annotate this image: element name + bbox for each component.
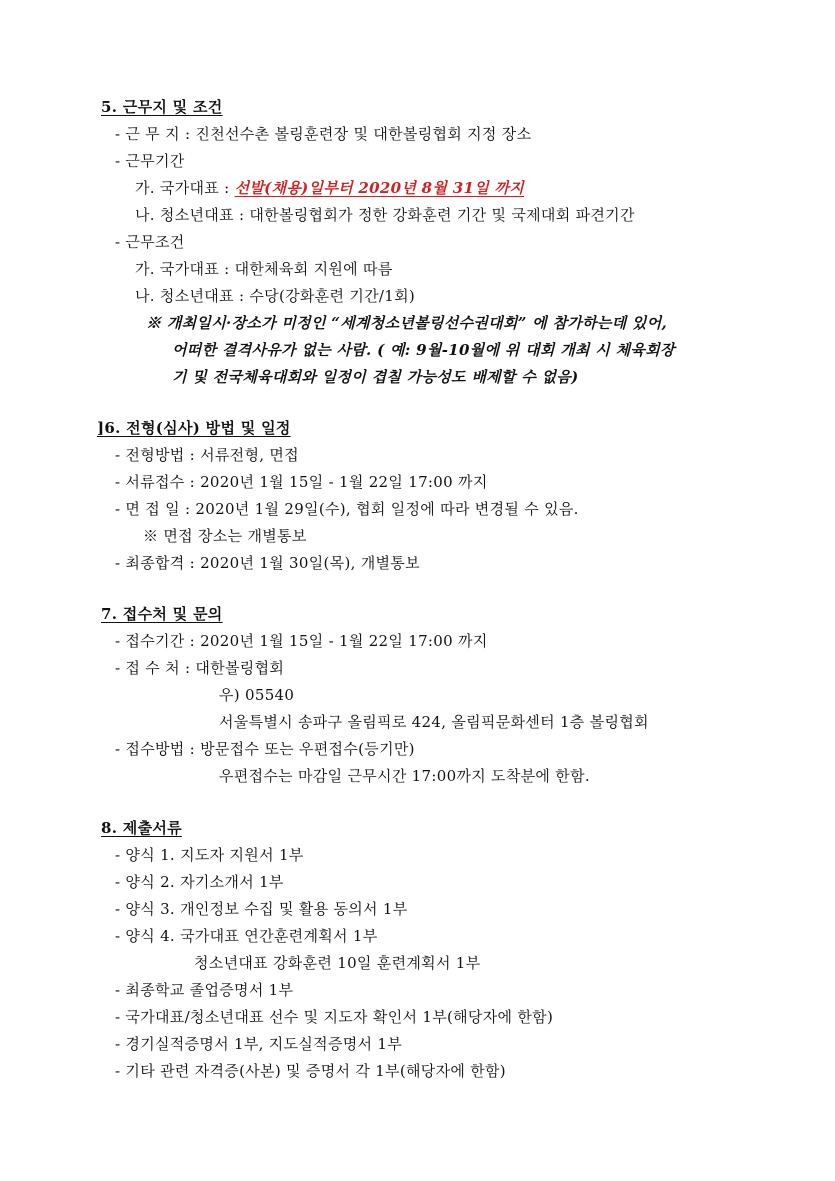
s6-method: - 전형방법 : 서류전형, 면접: [115, 446, 299, 464]
s6-interview-date: - 면 접 일 : 2020년 1월 29일(수), 협회 일정에 따라 변경될 수 있음.: [115, 500, 579, 518]
s5-conditions-national: 가. 국가대표 : 대한체육회 지원에 따름: [135, 260, 393, 278]
s8-doc-2: - 양식 2. 자기소개서 1부: [115, 873, 284, 891]
s5-workplace: - 근 무 지 : 진천선수촌 볼링훈련장 및 대한볼링협회 지정 장소: [115, 125, 532, 143]
s8-doc-graduation: - 최종학교 졸업증명서 1부: [115, 981, 294, 999]
section-6-heading: ]6. 전형(심사) 방법 및 일정: [97, 419, 291, 437]
s7-method: - 접수방법 : 방문접수 또는 우편접수(등기만): [115, 740, 415, 758]
s7-period: - 접수기간 : 2020년 1월 15일 - 1월 22일 17:00 까지: [115, 632, 488, 650]
s5-period-national-highlight: 선발(채용)일부터 2020년 8월 31일 까지: [234, 179, 525, 197]
s5-period-national: [135, 178, 524, 198]
section-5-heading: 5. 근무지 및 조건: [101, 98, 223, 116]
s8-doc-records: - 경기실적증명서 1부, 지도실적증명서 1부: [115, 1035, 403, 1053]
s6-interview-note: ※ 면접 장소는 개별통보: [143, 527, 307, 545]
s8-doc-certificates: - 기타 관련 자격증(사본) 및 증명서 각 1부(해당자에 한함): [115, 1062, 506, 1080]
s8-doc-4-youth: 청소년대표 강화훈련 10일 훈련계획서 1부: [194, 954, 481, 972]
s5-period-label: - 근무기간: [115, 152, 185, 170]
s6-final-result: - 최종합격 : 2020년 1월 30일(목), 개별통보: [115, 554, 420, 572]
s8-doc-confirmation: - 국가대표/청소년대표 선수 및 지도자 확인서 1부(해당자에 한함): [115, 1008, 554, 1026]
s6-document-submission: - 서류접수 : 2020년 1월 15일 - 1월 22일 17:00 까지: [115, 473, 488, 491]
section-7-heading: 7. 접수처 및 문의: [101, 605, 223, 623]
s5-period-national-prefix: 가. 국가대표 :: [135, 179, 235, 197]
s7-place: - 접 수 처 : 대한볼링협회: [115, 659, 285, 677]
s8-doc-4: - 양식 4. 국가대표 연간훈련계획서 1부: [115, 927, 378, 945]
s8-doc-1: - 양식 1. 지도자 지원서 1부: [115, 846, 304, 864]
s7-address: 서울특별시 송파구 올림픽로 424, 올림픽문화센터 1층 볼링협회: [219, 713, 649, 731]
s5-period-youth: 나. 청소년대표 : 대한볼링협회가 정한 강화훈련 기간 및 국제대회 파견기간: [135, 206, 635, 224]
s7-postal-code: 우) 05540: [219, 686, 295, 704]
s8-doc-3: - 양식 3. 개인정보 수집 및 활용 동의서 1부: [115, 900, 408, 918]
s5-conditions-youth: 나. 청소년대표 : 수당(강화훈련 기간/1회): [135, 287, 416, 305]
section-8-heading: 8. 제출서류: [101, 819, 182, 837]
s7-mail-note: 우편접수는 마감일 근무시간 17:00까지 도착분에 한함.: [219, 767, 590, 785]
s5-note-line-1: ※ 개최일시·장소가 미정인 “세계청소년볼링선수권대회” 에 참가하는데 있어,: [146, 314, 668, 332]
s5-note-line-3: 기 및 전국체육대회와 일정이 겹칠 가능성도 배제할 수 없음): [172, 368, 579, 386]
s5-note-line-2: 어떠한 결격사유가 없는 사람. ( 예: 9월-10월에 위 대회 개최 시 체육회장: [172, 341, 675, 359]
s5-conditions-label: - 근무조건: [115, 233, 185, 251]
